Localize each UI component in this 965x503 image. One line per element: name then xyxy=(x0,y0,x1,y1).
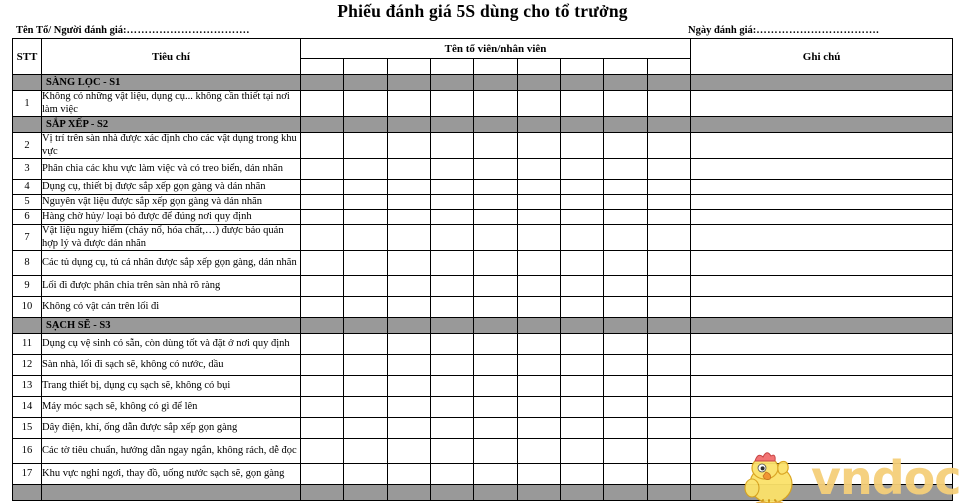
score-cell[interactable] xyxy=(517,376,560,397)
score-cell[interactable] xyxy=(647,91,690,117)
note-cell[interactable] xyxy=(691,225,953,251)
table-row xyxy=(13,225,953,251)
score-cell[interactable] xyxy=(517,464,560,485)
score-cell[interactable] xyxy=(560,159,603,180)
section-employee-cell xyxy=(301,318,344,334)
score-cell[interactable] xyxy=(474,276,517,297)
score-cell[interactable] xyxy=(344,376,387,397)
score-cell[interactable] xyxy=(474,464,517,485)
score-cell[interactable] xyxy=(517,297,560,318)
section-employee-cell xyxy=(517,117,560,133)
score-cell[interactable] xyxy=(517,439,560,464)
section-employee-cell xyxy=(560,117,603,133)
score-cell[interactable] xyxy=(604,397,647,418)
score-cell[interactable] xyxy=(474,159,517,180)
score-cell[interactable] xyxy=(604,355,647,376)
score-cell[interactable] xyxy=(604,297,647,318)
row-criteria: Các tờ tiêu chuẩn, hướng dẫn ngay ngắn, không rách, dễ đọc xyxy=(42,439,301,464)
score-cell[interactable] xyxy=(647,251,690,276)
score-cell[interactable] xyxy=(647,418,690,439)
section-employee-cell xyxy=(387,75,430,91)
header-employee-8[interactable] xyxy=(604,59,647,75)
score-cell[interactable] xyxy=(344,180,387,195)
table-row xyxy=(13,210,953,225)
table-head xyxy=(13,39,953,75)
section-employee-cell xyxy=(474,318,517,334)
score-cell[interactable] xyxy=(647,180,690,195)
row-number: 15 xyxy=(13,418,42,439)
score-cell[interactable] xyxy=(647,464,690,485)
row-criteria: Khu vực nghỉ ngơi, thay đồ, uống nước sạch sẽ, gọn gàng xyxy=(42,464,301,485)
score-cell[interactable] xyxy=(387,418,430,439)
page-title: Phiếu đánh giá 5S dùng cho tổ trưởng xyxy=(337,1,628,21)
row-number: 4 xyxy=(13,180,42,195)
score-cell[interactable] xyxy=(387,376,430,397)
score-cell[interactable] xyxy=(474,225,517,251)
score-cell[interactable] xyxy=(387,210,430,225)
score-cell[interactable] xyxy=(647,355,690,376)
score-cell[interactable] xyxy=(430,464,473,485)
note-cell[interactable] xyxy=(691,439,953,464)
evaluator-label: Tên Tổ/ Người đánh giá: xyxy=(16,25,127,36)
table-row xyxy=(13,334,953,355)
score-cell[interactable] xyxy=(430,225,473,251)
row-criteria: Vị trí trên sàn nhà được xác định cho các vật dụng trong khu vực xyxy=(42,133,301,159)
score-cell[interactable] xyxy=(647,225,690,251)
table-row xyxy=(13,276,953,297)
score-cell[interactable] xyxy=(560,133,603,159)
score-cell[interactable] xyxy=(430,91,473,117)
score-cell[interactable] xyxy=(301,276,344,297)
row-number: 10 xyxy=(13,297,42,318)
section-employee-cell xyxy=(344,117,387,133)
section-stt-cell xyxy=(13,318,42,334)
score-cell[interactable] xyxy=(474,91,517,117)
score-cell[interactable] xyxy=(430,180,473,195)
note-cell[interactable] xyxy=(691,334,953,355)
section-employee-cell xyxy=(647,318,690,334)
table-row xyxy=(13,180,953,195)
score-cell[interactable] xyxy=(387,180,430,195)
note-cell[interactable] xyxy=(691,418,953,439)
score-cell[interactable] xyxy=(387,195,430,210)
score-cell[interactable] xyxy=(647,334,690,355)
score-cell[interactable] xyxy=(344,251,387,276)
section-employee-cell xyxy=(517,485,560,501)
score-cell[interactable] xyxy=(474,397,517,418)
score-cell[interactable] xyxy=(647,376,690,397)
table-row xyxy=(13,133,953,159)
note-cell[interactable] xyxy=(691,180,953,195)
score-cell[interactable] xyxy=(387,133,430,159)
section-employee-cell xyxy=(430,75,473,91)
row-criteria: Lối đi được phân chia trên sàn nhà rõ ràng xyxy=(42,276,301,297)
section-employee-cell xyxy=(604,117,647,133)
score-cell[interactable] xyxy=(344,91,387,117)
score-cell[interactable] xyxy=(517,210,560,225)
score-cell[interactable] xyxy=(474,355,517,376)
row-number: 12 xyxy=(13,355,42,376)
row-number: 2 xyxy=(13,133,42,159)
score-cell[interactable] xyxy=(604,418,647,439)
table-row xyxy=(13,91,953,117)
note-cell[interactable] xyxy=(691,276,953,297)
score-cell[interactable] xyxy=(560,195,603,210)
score-cell[interactable] xyxy=(301,397,344,418)
score-cell[interactable] xyxy=(430,159,473,180)
section-employee-cell xyxy=(344,75,387,91)
score-cell[interactable] xyxy=(430,210,473,225)
section-employee-cell xyxy=(647,485,690,501)
score-cell[interactable] xyxy=(560,334,603,355)
row-criteria: Dụng cụ, thiết bị được sắp xếp gọn gàng và dán nhãn xyxy=(42,180,301,195)
score-cell[interactable] xyxy=(301,159,344,180)
table-row xyxy=(13,418,953,439)
score-cell[interactable] xyxy=(344,133,387,159)
row-number: 17 xyxy=(13,464,42,485)
score-cell[interactable] xyxy=(604,91,647,117)
score-cell[interactable] xyxy=(301,376,344,397)
score-cell[interactable] xyxy=(474,439,517,464)
score-cell[interactable] xyxy=(430,355,473,376)
score-cell[interactable] xyxy=(647,133,690,159)
row-criteria: Dụng cụ vệ sinh có sẵn, còn dùng tốt và đặt ở nơi quy định xyxy=(42,334,301,355)
note-cell[interactable] xyxy=(691,397,953,418)
row-number: 7 xyxy=(13,225,42,251)
score-cell[interactable] xyxy=(474,180,517,195)
score-cell[interactable] xyxy=(517,133,560,159)
score-cell[interactable] xyxy=(474,210,517,225)
section-employee-cell xyxy=(517,318,560,334)
section-note-cell xyxy=(691,75,953,91)
section-employee-cell xyxy=(604,485,647,501)
section-employee-cell xyxy=(604,318,647,334)
score-cell[interactable] xyxy=(430,276,473,297)
score-cell[interactable] xyxy=(604,276,647,297)
score-cell[interactable] xyxy=(430,376,473,397)
score-cell[interactable] xyxy=(604,210,647,225)
score-cell[interactable] xyxy=(301,210,344,225)
section-employee-cell xyxy=(387,485,430,501)
row-number: 9 xyxy=(13,276,42,297)
score-cell[interactable] xyxy=(647,397,690,418)
score-cell[interactable] xyxy=(344,276,387,297)
score-cell[interactable] xyxy=(560,276,603,297)
section-employee-cell xyxy=(344,485,387,501)
section-employee-cell xyxy=(430,318,473,334)
section-header-row xyxy=(13,117,953,133)
score-cell[interactable] xyxy=(647,297,690,318)
section-employee-cell xyxy=(647,75,690,91)
table-row xyxy=(13,251,953,276)
row-criteria: Nguyên vật liệu được sắp xếp gọn gàng và dán nhãn xyxy=(42,195,301,210)
section-employee-cell xyxy=(560,318,603,334)
table-row xyxy=(13,355,953,376)
score-cell[interactable] xyxy=(430,133,473,159)
score-cell[interactable] xyxy=(387,464,430,485)
section-employee-cell xyxy=(301,485,344,501)
header-employee-7[interactable] xyxy=(560,59,603,75)
header-employee-2[interactable] xyxy=(344,59,387,75)
score-cell[interactable] xyxy=(387,276,430,297)
section-employee-cell xyxy=(430,485,473,501)
score-cell[interactable] xyxy=(344,159,387,180)
score-cell[interactable] xyxy=(517,91,560,117)
date-field xyxy=(688,24,879,37)
score-cell[interactable] xyxy=(344,195,387,210)
score-cell[interactable] xyxy=(474,195,517,210)
score-cell[interactable] xyxy=(517,251,560,276)
section-note-cell xyxy=(691,318,953,334)
row-criteria: Vật liệu nguy hiểm (cháy nổ, hóa chất,…) được bảo quản hợp lý và được dán nhãn xyxy=(42,225,301,251)
section-stt-cell xyxy=(13,485,42,501)
score-cell[interactable] xyxy=(301,334,344,355)
score-cell[interactable] xyxy=(344,210,387,225)
score-cell[interactable] xyxy=(430,439,473,464)
score-cell[interactable] xyxy=(517,334,560,355)
score-cell[interactable] xyxy=(474,133,517,159)
score-cell[interactable] xyxy=(604,159,647,180)
score-cell[interactable] xyxy=(517,397,560,418)
score-cell[interactable] xyxy=(604,180,647,195)
note-cell[interactable] xyxy=(691,159,953,180)
note-cell[interactable] xyxy=(691,376,953,397)
score-cell[interactable] xyxy=(430,397,473,418)
score-cell[interactable] xyxy=(387,251,430,276)
score-cell[interactable] xyxy=(301,439,344,464)
score-cell[interactable] xyxy=(517,195,560,210)
section-employee-cell xyxy=(647,117,690,133)
score-cell[interactable] xyxy=(604,133,647,159)
score-cell[interactable] xyxy=(301,225,344,251)
score-cell[interactable] xyxy=(301,418,344,439)
section-employee-cell xyxy=(430,117,473,133)
section-employee-cell xyxy=(560,75,603,91)
row-criteria: Hàng chờ hủy/ loại bỏ được để đúng nơi quy định xyxy=(42,210,301,225)
score-cell[interactable] xyxy=(301,464,344,485)
row-number: 5 xyxy=(13,195,42,210)
date-dots: ……………………………. xyxy=(756,25,880,36)
header-employee-5[interactable] xyxy=(474,59,517,75)
section-stt-cell xyxy=(13,117,42,133)
score-cell[interactable] xyxy=(560,91,603,117)
score-cell[interactable] xyxy=(560,355,603,376)
score-cell[interactable] xyxy=(474,418,517,439)
score-cell[interactable] xyxy=(604,334,647,355)
note-cell[interactable] xyxy=(691,91,953,117)
score-cell[interactable] xyxy=(344,439,387,464)
score-cell[interactable] xyxy=(474,376,517,397)
score-cell[interactable] xyxy=(560,180,603,195)
score-cell[interactable] xyxy=(517,418,560,439)
row-number: 16 xyxy=(13,439,42,464)
row-criteria: Các tủ dụng cụ, tủ cá nhân được sắp xếp gọn gàng, dán nhãn xyxy=(42,251,301,276)
score-cell[interactable] xyxy=(560,297,603,318)
note-cell[interactable] xyxy=(691,195,953,210)
score-cell[interactable] xyxy=(301,251,344,276)
section-note-cell xyxy=(691,117,953,133)
score-cell[interactable] xyxy=(301,297,344,318)
table-head-row-1 xyxy=(13,39,953,59)
date-label: Ngày đánh giá: xyxy=(688,25,757,36)
note-cell[interactable] xyxy=(691,210,953,225)
section-label: SẮP XẾP - S2 xyxy=(42,117,301,133)
section-employee-cell xyxy=(474,117,517,133)
row-criteria: Phân chia các khu vực làm việc và có treo biển, dán nhãn xyxy=(42,159,301,180)
score-cell[interactable] xyxy=(387,355,430,376)
section-employee-cell xyxy=(301,117,344,133)
score-cell[interactable] xyxy=(474,334,517,355)
score-cell[interactable] xyxy=(517,180,560,195)
row-number: 13 xyxy=(13,376,42,397)
header-employee-6[interactable] xyxy=(517,59,560,75)
header-employee-9[interactable] xyxy=(647,59,690,75)
score-cell[interactable] xyxy=(604,251,647,276)
score-cell[interactable] xyxy=(344,225,387,251)
section-employee-cell xyxy=(387,117,430,133)
watermark-text: vndoc xyxy=(811,451,961,503)
score-cell[interactable] xyxy=(430,418,473,439)
table-row xyxy=(13,195,953,210)
score-cell[interactable] xyxy=(344,297,387,318)
score-cell[interactable] xyxy=(387,225,430,251)
table-row xyxy=(13,159,953,180)
section-note-cell xyxy=(691,485,953,501)
score-cell[interactable] xyxy=(474,251,517,276)
row-number: 6 xyxy=(13,210,42,225)
header-employee-1[interactable] xyxy=(301,59,344,75)
score-cell[interactable] xyxy=(344,355,387,376)
score-cell[interactable] xyxy=(301,91,344,117)
table-row xyxy=(13,376,953,397)
header-employee-4[interactable] xyxy=(430,59,473,75)
score-cell[interactable] xyxy=(604,439,647,464)
section-label xyxy=(42,485,301,501)
section-header-row xyxy=(13,75,953,91)
score-cell[interactable] xyxy=(560,210,603,225)
score-cell[interactable] xyxy=(474,297,517,318)
table-row xyxy=(13,297,953,318)
score-cell[interactable] xyxy=(560,376,603,397)
score-cell[interactable] xyxy=(387,159,430,180)
score-cell[interactable] xyxy=(560,251,603,276)
row-number: 14 xyxy=(13,397,42,418)
score-cell[interactable] xyxy=(344,464,387,485)
score-cell[interactable] xyxy=(387,334,430,355)
score-cell[interactable] xyxy=(560,439,603,464)
score-cell[interactable] xyxy=(301,195,344,210)
section-employee-cell xyxy=(604,75,647,91)
score-cell[interactable] xyxy=(344,418,387,439)
section-employee-cell xyxy=(474,485,517,501)
row-criteria: Trang thiết bị, dụng cụ sạch sẽ, không có bụi xyxy=(42,376,301,397)
header-criteria: Tiêu chí xyxy=(42,39,301,75)
section-employee-cell xyxy=(387,318,430,334)
row-criteria: Không có vật cản trên lối đi xyxy=(42,297,301,318)
section-employee-cell xyxy=(474,75,517,91)
section-employee-cell xyxy=(301,75,344,91)
header-note: Ghi chú xyxy=(691,39,953,75)
section-header-row xyxy=(13,318,953,334)
evaluator-field xyxy=(16,24,249,37)
score-cell[interactable] xyxy=(301,355,344,376)
row-criteria: Máy móc sạch sẽ, không có gì để lên xyxy=(42,397,301,418)
score-cell[interactable] xyxy=(560,418,603,439)
evaluation-table xyxy=(12,38,953,501)
score-cell[interactable] xyxy=(560,464,603,485)
note-cell[interactable] xyxy=(691,297,953,318)
score-cell[interactable] xyxy=(430,334,473,355)
note-cell[interactable] xyxy=(691,355,953,376)
score-cell[interactable] xyxy=(517,159,560,180)
score-cell[interactable] xyxy=(647,439,690,464)
score-cell[interactable] xyxy=(430,251,473,276)
score-cell[interactable] xyxy=(647,276,690,297)
section-label: SÀNG LỌC - S1 xyxy=(42,75,301,91)
score-cell[interactable] xyxy=(301,133,344,159)
header-employees-group: Tên tổ viên/nhân viên xyxy=(301,39,691,59)
note-cell[interactable] xyxy=(691,251,953,276)
score-cell[interactable] xyxy=(387,397,430,418)
section-employee-cell xyxy=(344,318,387,334)
score-cell[interactable] xyxy=(517,355,560,376)
table-row xyxy=(13,439,953,464)
score-cell[interactable] xyxy=(604,376,647,397)
note-cell[interactable] xyxy=(691,464,953,485)
score-cell[interactable] xyxy=(647,195,690,210)
score-cell[interactable] xyxy=(344,334,387,355)
section-employee-cell xyxy=(560,485,603,501)
row-number: 11 xyxy=(13,334,42,355)
table-row xyxy=(13,397,953,418)
evaluator-dots: ……………………………. xyxy=(126,25,250,36)
score-cell[interactable] xyxy=(430,297,473,318)
section-header-row xyxy=(13,485,953,501)
score-cell[interactable] xyxy=(560,225,603,251)
score-cell[interactable] xyxy=(604,464,647,485)
score-cell[interactable] xyxy=(604,225,647,251)
header-employee-3[interactable] xyxy=(387,59,430,75)
row-number: 8 xyxy=(13,251,42,276)
score-cell[interactable] xyxy=(344,397,387,418)
score-cell[interactable] xyxy=(387,297,430,318)
score-cell[interactable] xyxy=(517,276,560,297)
score-cell[interactable] xyxy=(301,180,344,195)
row-criteria: Không có những vật liệu, dụng cụ... không cần thiết tại nơi làm việc xyxy=(42,91,301,117)
score-cell[interactable] xyxy=(604,195,647,210)
score-cell[interactable] xyxy=(430,195,473,210)
meta-row xyxy=(12,24,952,38)
row-number: 3 xyxy=(13,159,42,180)
row-criteria: Dây điện, khí, ống dẫn được sắp xếp gọn gàng xyxy=(42,418,301,439)
score-cell[interactable] xyxy=(647,210,690,225)
note-cell[interactable] xyxy=(691,133,953,159)
row-criteria: Sàn nhà, lối đi sạch sẽ, không có nước, dầu xyxy=(42,355,301,376)
table-row xyxy=(13,464,953,485)
section-stt-cell xyxy=(13,75,42,91)
section-label: SẠCH SẼ - S3 xyxy=(42,318,301,334)
row-number: 1 xyxy=(13,91,42,117)
score-cell[interactable] xyxy=(647,159,690,180)
table-body xyxy=(13,75,953,501)
score-cell[interactable] xyxy=(560,397,603,418)
score-cell[interactable] xyxy=(387,91,430,117)
score-cell[interactable] xyxy=(387,439,430,464)
score-cell[interactable] xyxy=(517,225,560,251)
header-stt: STT xyxy=(13,39,42,75)
section-employee-cell xyxy=(517,75,560,91)
